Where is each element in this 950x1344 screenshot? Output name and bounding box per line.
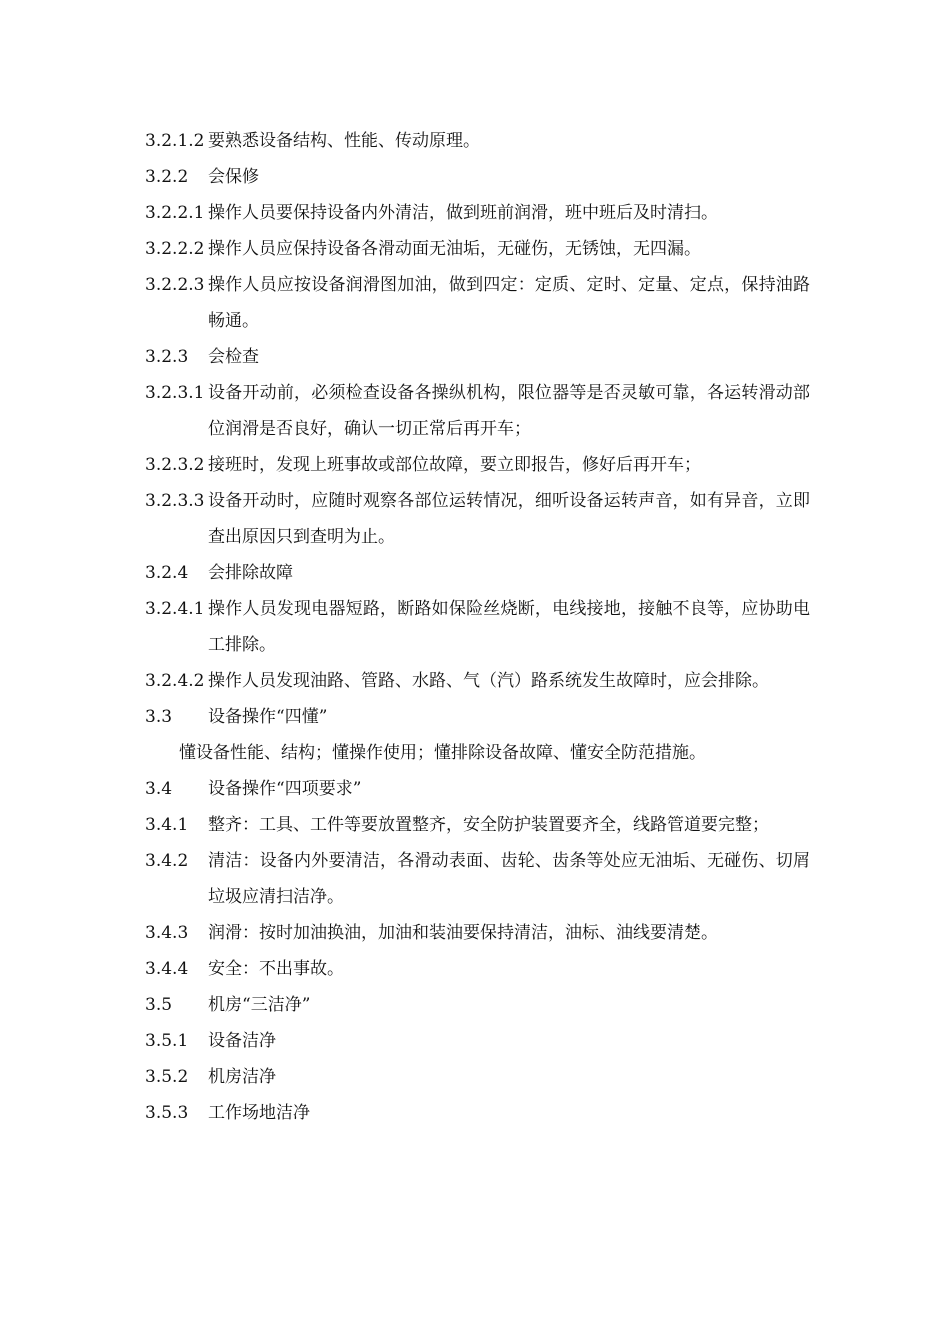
section-number: 3.5: [145, 995, 173, 1015]
section-number: 3.2.3.1: [145, 383, 205, 403]
section-number: 3.4.1: [145, 815, 189, 835]
section-3-3: [145, 699, 810, 735]
section-heading: 会检查: [208, 347, 259, 367]
section-text: 要熟悉设备结构、性能、传动原理。: [208, 131, 480, 151]
paragraph-four-understandings: 懂设备性能、结构；懂操作使用；懂排除设备故障、懂安全防范措施。: [179, 743, 706, 763]
section-3-2-4-2: [145, 663, 810, 699]
section-3-2-2-3: [145, 267, 810, 339]
section-text: 操作人员发现电器短路，断路如保险丝烧断，电线接地，接触不良等，应协助电工排除。: [208, 599, 810, 655]
section-number: 3.2.4.1: [145, 599, 205, 619]
section-heading: 机房“三洁净”: [208, 995, 311, 1015]
section-3-4-3: [145, 915, 810, 951]
section-heading: 会保修: [208, 167, 259, 187]
section-number: 3.4: [145, 779, 173, 799]
section-3-2-4-1: [145, 591, 810, 663]
section-text: 润滑：按时加油换油，加油和装油要保持清洁，油标、油线要清楚。: [208, 923, 718, 943]
section-number: 3.2.4.2: [145, 671, 205, 691]
section-number: 3.2.2.1: [145, 203, 205, 223]
section-3-2-3-1: [145, 375, 810, 447]
section-heading: 会排除故障: [208, 563, 293, 583]
section-number: 3.2.3.3: [145, 491, 205, 511]
section-3-2-3-3: [145, 483, 810, 555]
section-number: 3.2.4: [145, 563, 189, 583]
section-text: 操作人员发现油路、管路、水路、气（汽）路系统发生故障时，应会排除。: [208, 671, 769, 691]
section-3-5-3: [145, 1095, 810, 1131]
section-text: 清洁：设备内外要清洁，各滑动表面、齿轮、齿条等处应无油垢、无碰伤、切屑垃圾应清扫洁净。: [208, 851, 810, 907]
section-heading: 设备操作“四懂”: [208, 707, 328, 727]
section-number: 3.2.2: [145, 167, 189, 187]
section-3-5-1: [145, 1023, 810, 1059]
section-text: 安全：不出事故。: [208, 959, 344, 979]
section-3-5-2: [145, 1059, 810, 1095]
section-number: 3.4.3: [145, 923, 189, 943]
section-3-4-1: [145, 807, 810, 843]
section-3-4: [145, 771, 810, 807]
section-text: 设备开动前，必须检查设备各操纵机构，限位器等是否灵敏可靠，各运转滑动部位润滑是否良好，确认一切正常后再开车；: [208, 383, 810, 439]
section-number: 3.3: [145, 707, 173, 727]
section-number: 3.2.2.2: [145, 239, 205, 259]
section-number: 3.5.3: [145, 1103, 189, 1123]
section-number: 3.4.4: [145, 959, 189, 979]
document-body: [145, 123, 810, 1131]
section-number: 3.2.3.2: [145, 455, 205, 475]
section-text: 操作人员要保持设备内外清洁，做到班前润滑，班中班后及时清扫。: [208, 203, 718, 223]
section-text: 操作人员应保持设备各滑动面无油垢，无碰伤，无锈蚀，无四漏。: [208, 239, 701, 259]
section-3-5: [145, 987, 810, 1023]
section-number: 3.2.1.2: [145, 131, 205, 151]
section-text: 设备洁净: [208, 1031, 276, 1051]
section-3-2-2-2: [145, 231, 810, 267]
section-3-2-3-2: [145, 447, 810, 483]
section-3-4-2: [145, 843, 810, 915]
section-text: 整齐：工具、工件等要放置整齐，安全防护装置要齐全，线路管道要完整；: [208, 815, 769, 835]
section-3-2-2-1: [145, 195, 810, 231]
section-text: 设备开动时，应随时观察各部位运转情况，细听设备运转声音，如有异音，立即查出原因只到查明为止。: [208, 491, 810, 547]
section-number: 3.5.1: [145, 1031, 189, 1051]
section-text: 机房洁净: [208, 1067, 276, 1087]
section-3-2-4: [145, 555, 810, 591]
section-3-2-1-2: [145, 123, 810, 159]
section-heading: 设备操作“四项要求”: [208, 779, 362, 799]
section-3-2-2: [145, 159, 810, 195]
section-text: 操作人员应按设备润滑图加油，做到四定：定质、定时、定量、定点，保持油路畅通。: [208, 275, 810, 331]
section-number: 3.2.3: [145, 347, 189, 367]
section-3-2-3: [145, 339, 810, 375]
section-3-4-4: [145, 951, 810, 987]
section-text: 工作场地洁净: [208, 1103, 310, 1123]
section-number: 3.2.2.3: [145, 275, 205, 295]
section-text: 接班时，发现上班事故或部位故障，要立即报告，修好后再开车；: [208, 455, 701, 475]
section-number: 3.4.2: [145, 851, 189, 871]
section-number: 3.5.2: [145, 1067, 189, 1087]
